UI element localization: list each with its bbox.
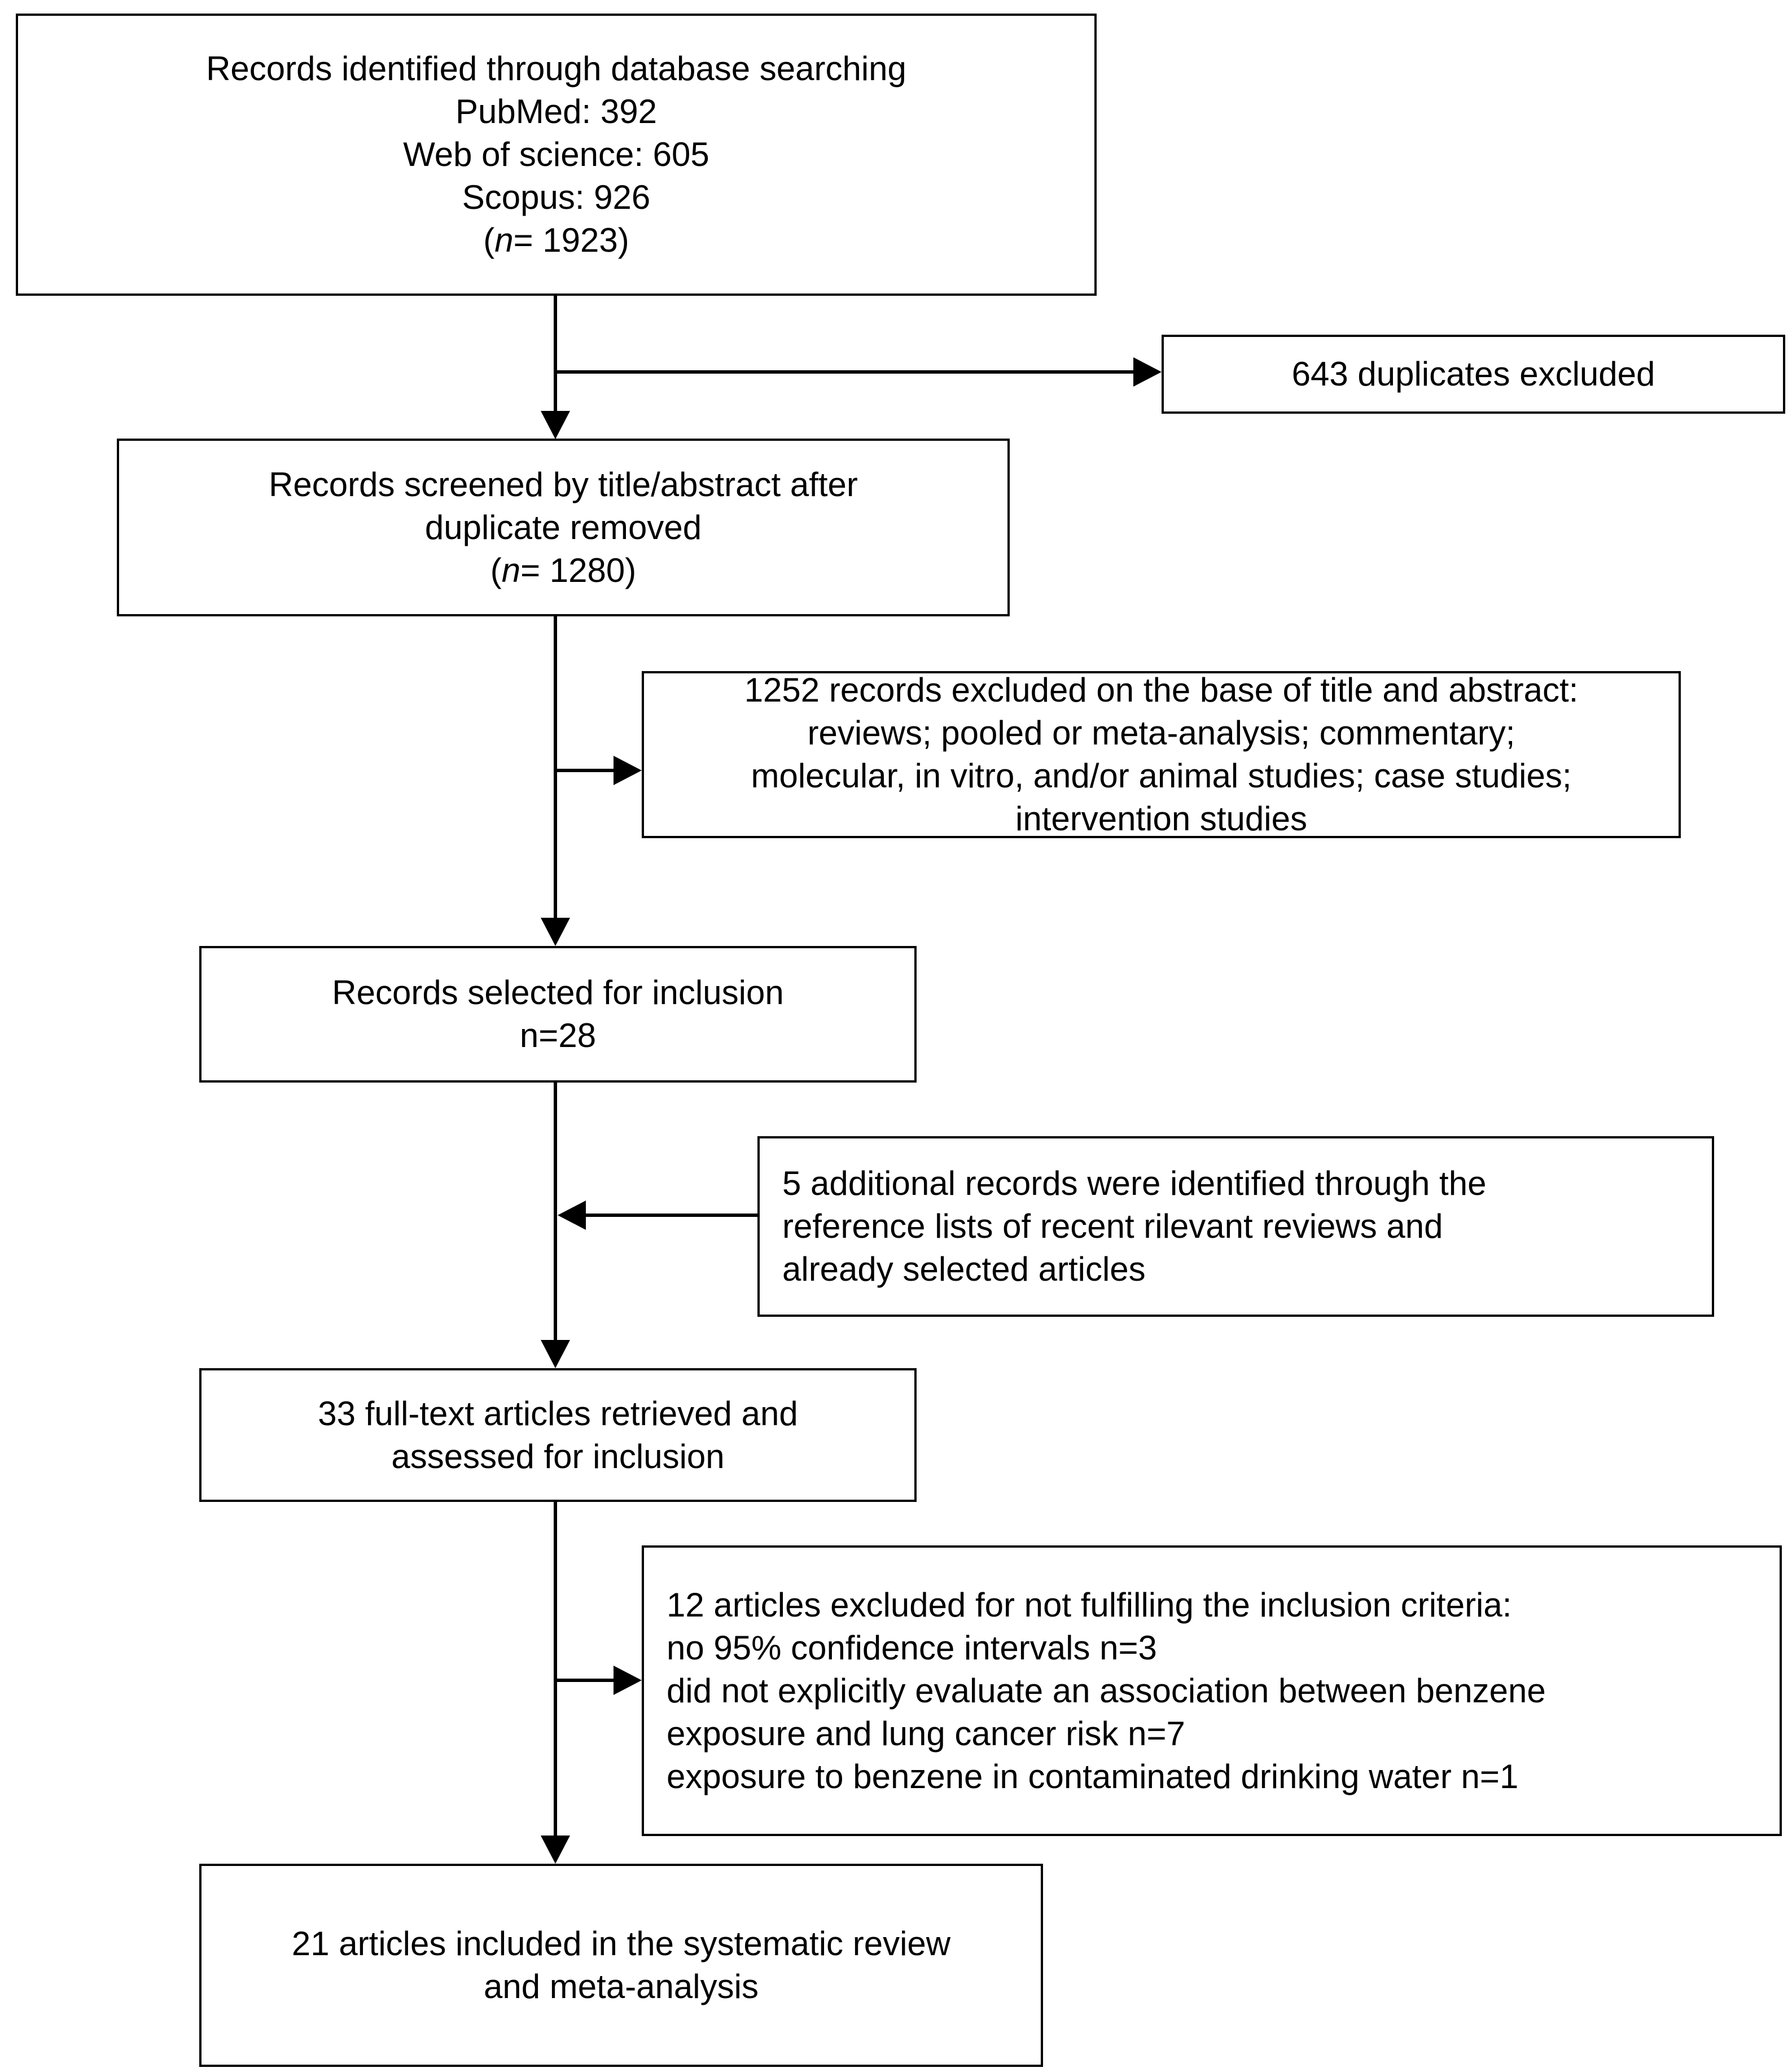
n-open: ( <box>483 221 495 259</box>
connector-screened-to-selected <box>554 616 557 919</box>
connector-to-excluded-title-abstract <box>555 769 615 772</box>
box-fulltext-assessed <box>199 1368 917 1502</box>
text-line: molecular, in vitro, and/or animal studies; case studies; <box>751 757 1572 795</box>
n-open: ( <box>490 551 502 589</box>
text-line: Records screened by title/abstract after <box>269 465 858 503</box>
text-line: Web of science: 605 <box>403 135 709 173</box>
text-line: 33 full-text articles retrieved and <box>318 1394 798 1433</box>
text-line: 1252 records excluded on the base of title and abstract: <box>744 671 1579 709</box>
n-symbol: n <box>494 221 514 259</box>
box-records-screened <box>117 439 1010 616</box>
text-line: Records identified through database searching <box>206 50 906 87</box>
text-line: and meta-analysis <box>484 1968 759 2005</box>
down-arrowhead-to-selected <box>541 918 570 946</box>
text-line: no 95% confidence intervals n=3 <box>667 1628 1157 1667</box>
box-records-identified <box>16 14 1097 296</box>
n-count-line <box>483 219 629 262</box>
text-line: reviews; pooled or meta-analysis; commentary; <box>807 714 1515 752</box>
text-line: 21 articles included in the systematic review <box>291 1925 951 1963</box>
connector-to-excluded-criteria <box>555 1679 615 1682</box>
connector-from-additional-records <box>586 1214 757 1217</box>
box-excluded-title-abstract <box>642 671 1681 838</box>
n-count-line <box>490 549 637 592</box>
text-line: exposure and lung cancer risk n=7 <box>667 1714 1185 1753</box>
right-arrowhead-to-excluded-title-abstract <box>614 756 642 785</box>
box-excluded-criteria <box>642 1545 1782 1836</box>
box-articles-included <box>199 1864 1043 2067</box>
text-line: Scopus: 926 <box>462 178 651 216</box>
text-line: reference lists of recent rilevant reviews and <box>782 1207 1443 1245</box>
down-arrowhead-to-screened <box>541 411 570 439</box>
text-line: intervention studies <box>1015 800 1307 838</box>
text-line: n=28 <box>519 1017 597 1054</box>
text-line: did not explicitly evaluate an association between benzene <box>667 1671 1546 1710</box>
text-line: 12 articles excluded for not fulfilling the inclusion criteria: <box>667 1585 1512 1624</box>
box-additional-records <box>757 1136 1714 1317</box>
text-line: exposure to benzene in contaminated drinking water n=1 <box>667 1757 1519 1795</box>
down-arrowhead-to-fulltext <box>541 1340 570 1368</box>
box-duplicates-excluded <box>1162 335 1785 414</box>
right-arrowhead-to-excluded-criteria <box>614 1666 642 1695</box>
text-line: PubMed: 392 <box>455 93 657 130</box>
text-line: 643 duplicates excluded <box>1291 355 1655 393</box>
connector-to-duplicates <box>555 370 1134 374</box>
text-line: already selected articles <box>782 1250 1146 1288</box>
down-arrowhead-to-included <box>541 1836 570 1864</box>
connector-identified-to-screened <box>554 296 557 412</box>
box-records-selected <box>199 946 917 1083</box>
n-value: = 1280) <box>520 551 637 589</box>
n-symbol: n <box>501 551 521 589</box>
connector-fulltext-to-included <box>554 1502 557 1837</box>
text-line: duplicate removed <box>424 508 702 546</box>
text-line: Records selected for inclusion <box>332 974 784 1011</box>
text-line: 5 additional records were identified through the <box>782 1164 1487 1202</box>
n-value: = 1923) <box>513 221 629 259</box>
left-arrowhead-from-additional-records <box>558 1201 586 1230</box>
right-arrowhead-to-duplicates <box>1133 357 1162 387</box>
text-line: assessed for inclusion <box>391 1437 725 1475</box>
connector-selected-to-fulltext <box>554 1083 557 1341</box>
